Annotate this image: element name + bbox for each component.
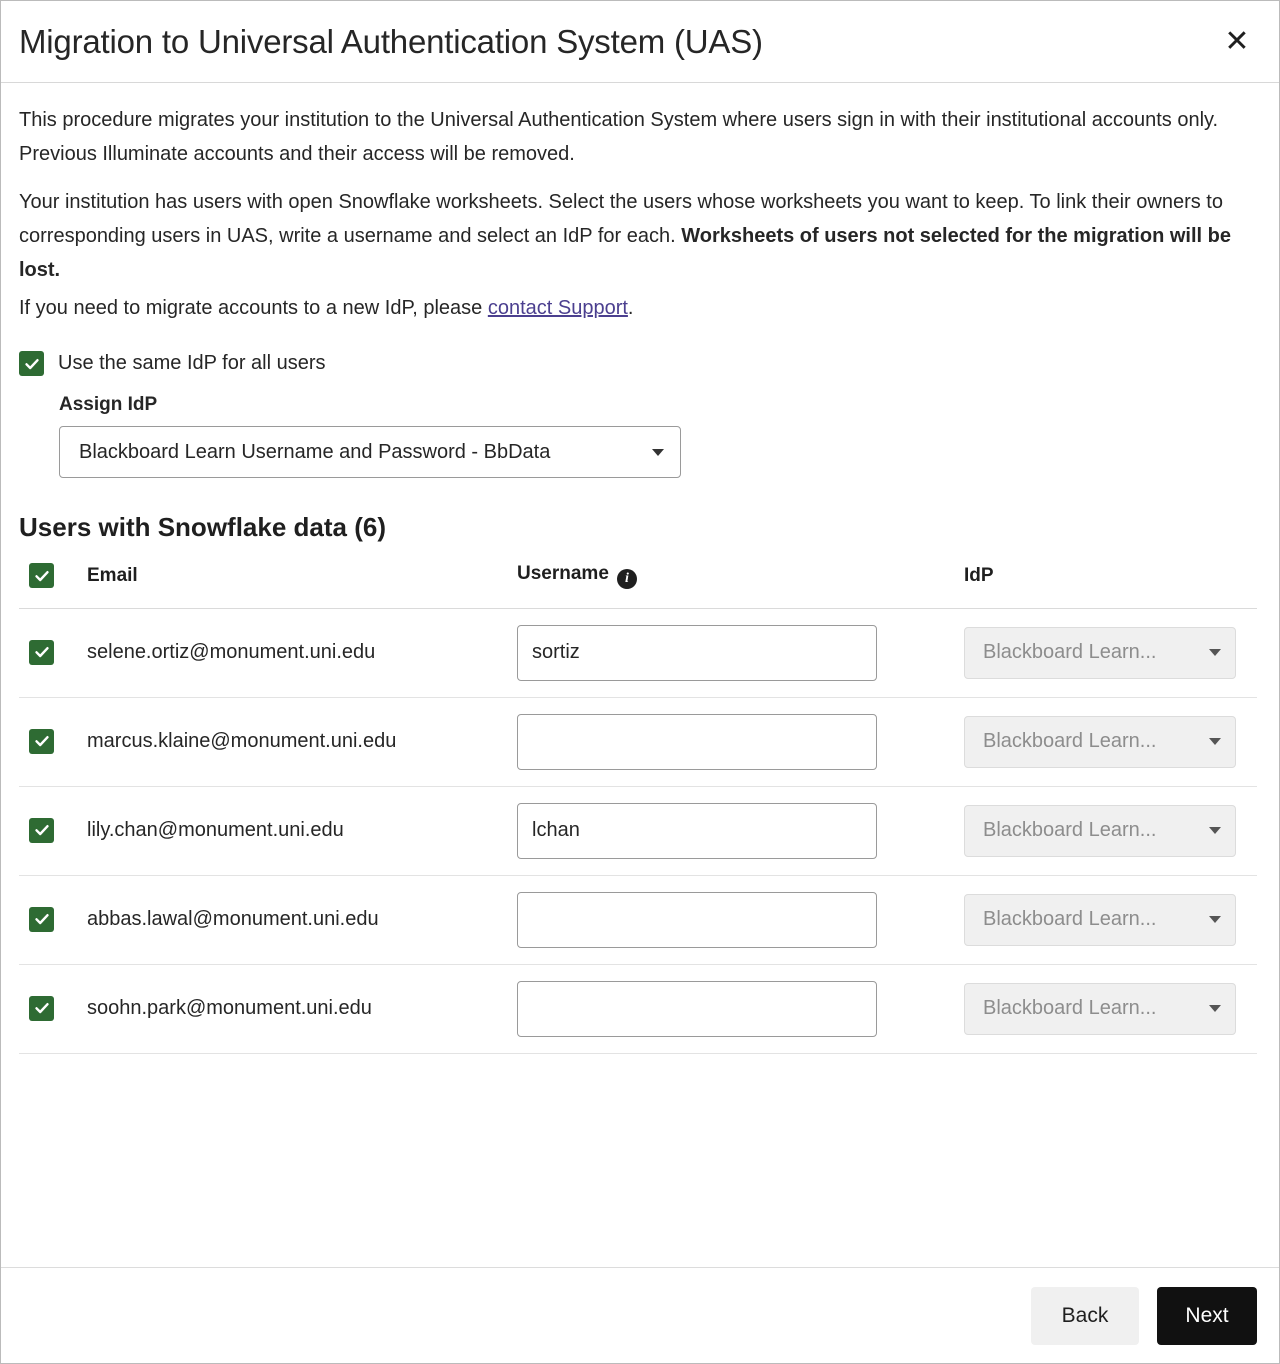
row-idp-select[interactable] xyxy=(964,983,1236,1035)
column-header-idp: IdP xyxy=(964,565,994,587)
users-section-title: Users with Snowflake data (6) xyxy=(19,512,386,542)
next-button[interactable]: Next xyxy=(1157,1287,1257,1345)
username-input[interactable] xyxy=(517,714,877,770)
table-row xyxy=(19,697,1257,786)
support-prefix: If you need to migrate accounts to a new IdP, please xyxy=(19,297,488,319)
table-row xyxy=(19,786,1257,875)
table-row xyxy=(19,875,1257,964)
column-header-email: Email xyxy=(87,565,138,587)
row-idp-value: Blackboard Learn... xyxy=(983,730,1157,752)
users-table xyxy=(19,563,1257,1054)
select-all-cell xyxy=(19,563,87,608)
chevron-down-icon xyxy=(1209,1005,1221,1012)
close-icon[interactable]: ✕ xyxy=(1217,22,1257,62)
dialog-header xyxy=(1,1,1279,83)
row-checkbox[interactable] xyxy=(29,640,54,665)
row-checkbox[interactable] xyxy=(29,729,54,754)
intro-paragraph-2-text: Your institution has users with open Snowflake worksheets. Select the users whose worksheets you want to keep. To link their owners to corresponding users in UAS, write a username and select an IdP for each. xyxy=(19,191,1223,247)
chevron-down-icon xyxy=(1209,738,1221,745)
username-input[interactable] xyxy=(517,803,877,859)
intro-paragraph-2 xyxy=(19,185,1234,287)
row-idp-value: Blackboard Learn... xyxy=(983,908,1157,930)
back-button[interactable]: Back xyxy=(1031,1287,1139,1345)
use-same-idp-label: Use the same IdP for all users xyxy=(58,352,326,374)
row-idp-select[interactable] xyxy=(964,716,1236,768)
row-idp-select[interactable] xyxy=(964,894,1236,946)
row-idp-select[interactable] xyxy=(964,805,1236,857)
row-email: lily.chan@monument.uni.edu xyxy=(87,819,344,841)
username-input[interactable] xyxy=(517,625,877,681)
intro-paragraph-2-warning: Worksheets of users not selected for the migration will be lost. xyxy=(19,225,1231,281)
row-idp-value: Blackboard Learn... xyxy=(983,641,1157,663)
table-header-row xyxy=(19,563,1257,608)
row-email: soohn.park@monument.uni.edu xyxy=(87,997,372,1019)
assign-idp-block xyxy=(59,394,1257,478)
use-same-idp-checkbox[interactable] xyxy=(19,351,44,376)
table-row xyxy=(19,964,1257,1053)
assign-idp-label: Assign IdP xyxy=(59,394,158,415)
dialog-body xyxy=(1,83,1279,1267)
username-input[interactable] xyxy=(517,892,877,948)
chevron-down-icon xyxy=(1209,827,1221,834)
row-checkbox[interactable] xyxy=(29,907,54,932)
column-header-username xyxy=(517,563,964,608)
row-idp-value: Blackboard Learn... xyxy=(983,997,1157,1019)
chevron-down-icon xyxy=(1209,649,1221,656)
select-all-checkbox[interactable] xyxy=(29,563,54,588)
chevron-down-icon xyxy=(1209,916,1221,923)
row-checkbox[interactable] xyxy=(29,996,54,1021)
row-email: selene.ortiz@monument.uni.edu xyxy=(87,641,376,663)
table-row xyxy=(19,608,1257,697)
username-input[interactable] xyxy=(517,981,877,1037)
row-email: abbas.lawal@monument.uni.edu xyxy=(87,908,379,930)
intro-paragraph-1: This procedure migrates your institution to the Universal Authentication System where users sign in with their institutional accounts only. Previous Illuminate accounts and their access will be removed. xyxy=(19,109,1219,165)
chevron-down-icon xyxy=(652,449,664,456)
assign-idp-select[interactable] xyxy=(59,426,681,478)
info-icon[interactable]: i xyxy=(617,569,637,589)
use-same-idp-row[interactable] xyxy=(19,351,1257,376)
column-header-username-label: Username xyxy=(517,563,609,585)
row-idp-select[interactable] xyxy=(964,627,1236,679)
dialog-footer xyxy=(1,1267,1279,1363)
page-title: Migration to Universal Authentication System (UAS) xyxy=(19,22,763,60)
contact-support-link[interactable]: contact Support xyxy=(487,297,628,319)
row-email: marcus.klaine@monument.uni.edu xyxy=(87,730,397,752)
row-idp-value: Blackboard Learn... xyxy=(983,819,1157,841)
assign-idp-selected-value: Blackboard Learn Username and Password - BbData xyxy=(79,440,551,463)
row-checkbox[interactable] xyxy=(29,818,54,843)
support-suffix: . xyxy=(627,297,634,319)
support-paragraph xyxy=(19,291,1257,325)
